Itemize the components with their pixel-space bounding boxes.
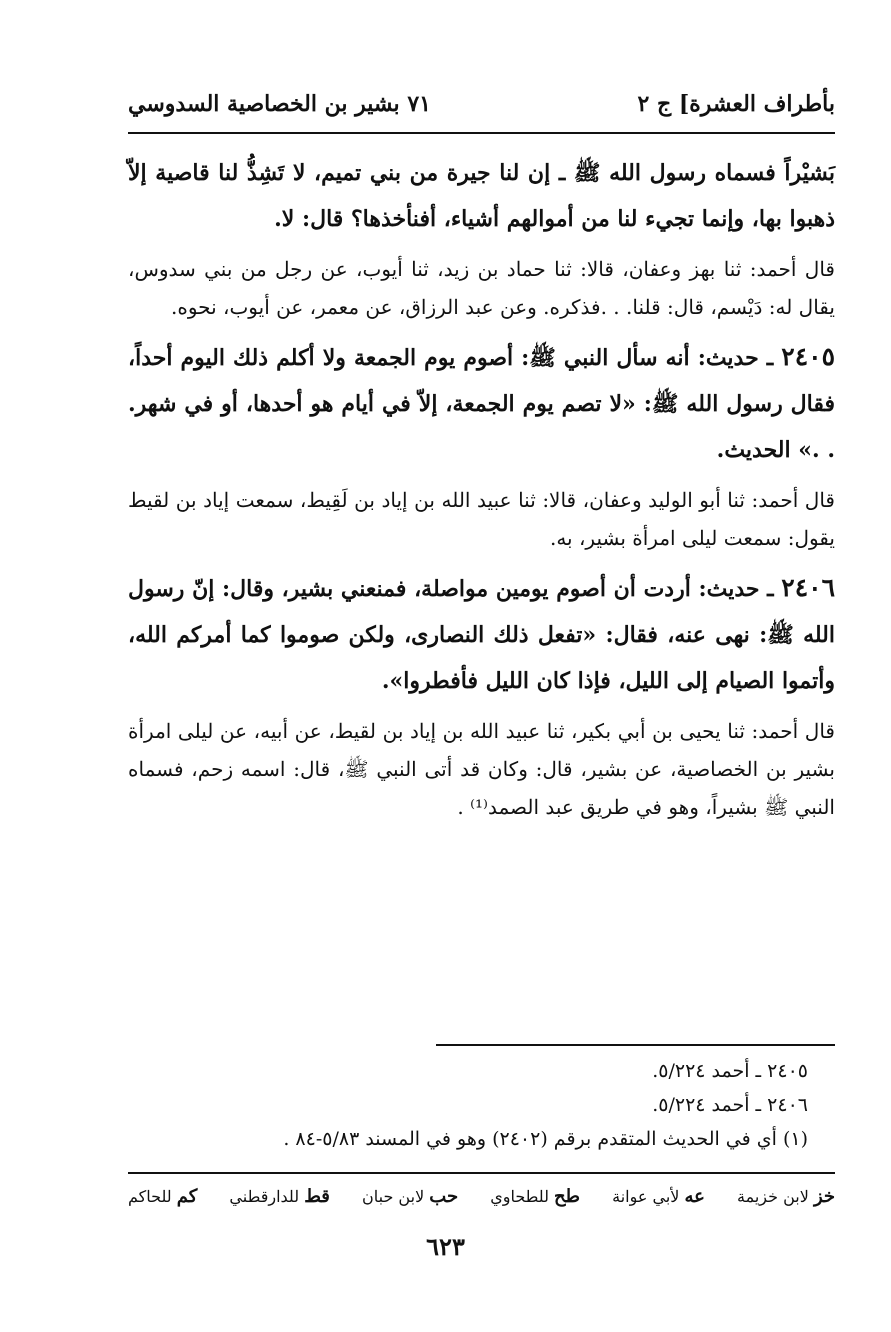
footnote: ٢٤٠٦ ـ أحمد ٥/٢٢٤. (652, 1094, 808, 1116)
page-number: ٦٢٣ (426, 1232, 465, 1261)
abbreviation-legend (128, 1186, 835, 1207)
hadith-number: ٢٤٠٦ (781, 573, 835, 602)
legend-name: للحاكم (128, 1187, 172, 1206)
legend-abbr: طح (554, 1186, 580, 1207)
legend-item (128, 1186, 197, 1207)
legend-name: لابن خزيمة (737, 1187, 809, 1206)
hadith-number: ٢٤٠٥ (781, 342, 835, 371)
footnote-divider (436, 1044, 835, 1046)
hadith-text: بَشيْراً فسماه رسول الله ﷺ ـ إن لنا جيرة من بني تميم، لا تَشِذُّ لنا قاصية إلاّ ذهبوا بها، وإنما تجيء لنا من أموالهم أشياء، أفنأخذها؟ قال: لا. (128, 160, 835, 232)
legend-name: لابن حبان (362, 1187, 425, 1206)
isnad-paragraph (128, 481, 835, 557)
hadith-paragraph (128, 565, 835, 704)
hadith-paragraph (128, 334, 835, 473)
legend-abbr: قط (304, 1186, 330, 1207)
legend-name: للطحاوي (490, 1187, 549, 1206)
header-volume-title: بأطراف العشرة] ج ٢ (637, 91, 835, 117)
legend-abbr: عه (684, 1186, 705, 1207)
hadith-text: ـ حديث: أردت أن أصوم يومين مواصلة، فمنعني بشير، وقال: إنّ رسول الله ﷺ: نهى عنه، فقال: «تفعل ذلك النصارى، ولكن صوموا كما أمركم الله، وأتموا الصيام إلى الليل، فإذا كان الليل فأفطروا». (128, 576, 835, 694)
hadith-paragraph (128, 150, 835, 242)
footnote: (١) أي في الحديث المتقدم برقم (٢٤٠٢) وهو في المسند ٥/٨٣-٨٤ . (283, 1128, 808, 1150)
isnad-text: قال أحمد: ثنا أبو الوليد وعفان، قالا: ثنا عبيد الله بن إياد بن لَقِيط، سمعت إياد بن لقيط يقول: سمعت ليلى امرأة بشير، به. (128, 488, 835, 550)
header-chapter-title: ٧١ بشير بن الخصاصية السدوسي (128, 91, 431, 117)
isnad-text: قال أحمد: ثنا يحيى بن أبي بكير، ثنا عبيد الله بن إياد بن لقيط، عن أبيه، عن ليلى امرأة بشير بن الخصاصية، عن بشير، قال: وكان قد أتى النبي ﷺ، قال: اسمه زحم، فسماه النبي ﷺ بشيراً، وهو في طريق عبد الصمد⁽¹⁾ . (128, 719, 835, 819)
footnotes (128, 1054, 808, 1156)
hadith-text: ـ حديث: أنه سأل النبي ﷺ: أصوم يوم الجمعة ولا أكلم ذلك اليوم أحداً، فقال رسول الله ﷺ: «لا تصم يوم الجمعة، إلاّ في أيام هو أحدها، أو في شهر. . .» الحديث. (128, 345, 835, 463)
footnote: ٢٤٠٥ ـ أحمد ٥/٢٢٤. (652, 1060, 808, 1082)
legend-item (229, 1186, 329, 1207)
legend-divider (128, 1172, 835, 1174)
running-header (128, 80, 835, 128)
legend-item (737, 1186, 835, 1207)
legend-item (490, 1186, 580, 1207)
main-text (128, 150, 835, 834)
legend-abbr: كم (176, 1186, 198, 1207)
legend-name: لأبي عوانة (612, 1187, 680, 1206)
isnad-text: قال أحمد: ثنا بهز وعفان، قالا: ثنا حماد بن زيد، ثنا أيوب، عن رجل من بني سدوس، يقال له: دَيْسم، قال: قلنا. . .فذكره. وعن عبد الرزاق، عن معمر، عن أيوب، نحوه. (128, 257, 835, 319)
legend-abbr: حب (429, 1186, 459, 1207)
legend-name: للدارقطني (229, 1187, 300, 1206)
isnad-paragraph (128, 250, 835, 326)
legend-item (362, 1186, 458, 1207)
isnad-paragraph (128, 712, 835, 826)
header-divider (128, 132, 835, 134)
legend-item (612, 1186, 705, 1207)
legend-abbr: خز (813, 1186, 835, 1207)
